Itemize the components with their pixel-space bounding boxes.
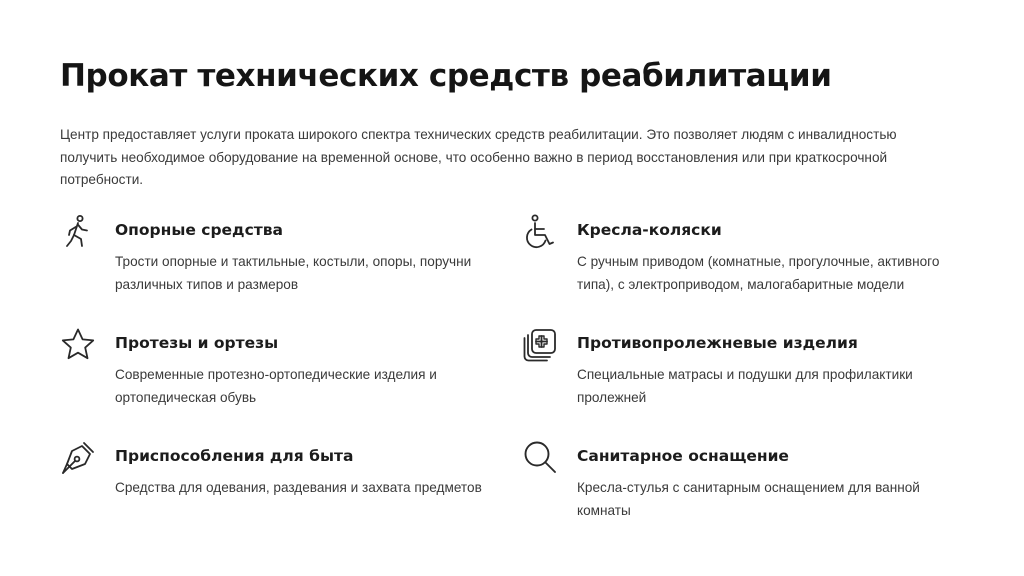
- intro-paragraph: Центр предоставляет услуги проката широкого спектра технических средств реабилитации. Это позволяет людям с инвалидностью получить необходимое оборудование на временной основе, что особенно важно в период восстановления или при краткосрочной потребности.: [60, 127, 897, 187]
- walking-person-icon: [60, 214, 96, 250]
- feature-description: Кресла-стулья с санитарным оснащением для ванной комнаты: [577, 480, 920, 518]
- feature-text: [115, 440, 500, 500]
- feature-description: Трости опорные и тактильные, костыли, опоры, поручни различных типов и размеров: [115, 254, 472, 292]
- feature-title: Кресла-коляски: [577, 221, 722, 239]
- page-title: Прокат технических средств реабилитации: [60, 58, 832, 94]
- feature-text: [115, 214, 500, 296]
- feature-description: Специальные матрасы и подушки для профилактики пролежней: [577, 367, 913, 405]
- pen-nib-icon: [60, 440, 96, 476]
- feature-title: Противопролежневые изделия: [577, 334, 858, 352]
- feature-text: [115, 327, 500, 409]
- wheelchair-icon: [522, 214, 558, 250]
- feature-text: [577, 440, 962, 522]
- feature-title: Приспособления для быта: [115, 447, 354, 465]
- feature-description: Современные протезно-ортопедические изделия и ортопедическая обувь: [115, 367, 437, 405]
- feature-text: [577, 214, 962, 296]
- star-icon: [60, 327, 96, 363]
- page-content: [60, 50, 970, 518]
- feature-title: Опорные средства: [115, 221, 284, 239]
- medical-plus-icon: [522, 327, 558, 363]
- feature-title: Санитарное оснащение: [577, 447, 789, 465]
- magnifier-icon: [522, 440, 558, 476]
- feature-title: Протезы и ортезы: [115, 334, 279, 352]
- feature-description: Средства для одевания, раздевания и захвата предметов: [115, 480, 482, 495]
- feature-description: С ручным приводом (комнатные, прогулочные, активного типа), с электроприводом, малогабаритные модели: [577, 254, 940, 292]
- feature-text: [577, 327, 962, 409]
